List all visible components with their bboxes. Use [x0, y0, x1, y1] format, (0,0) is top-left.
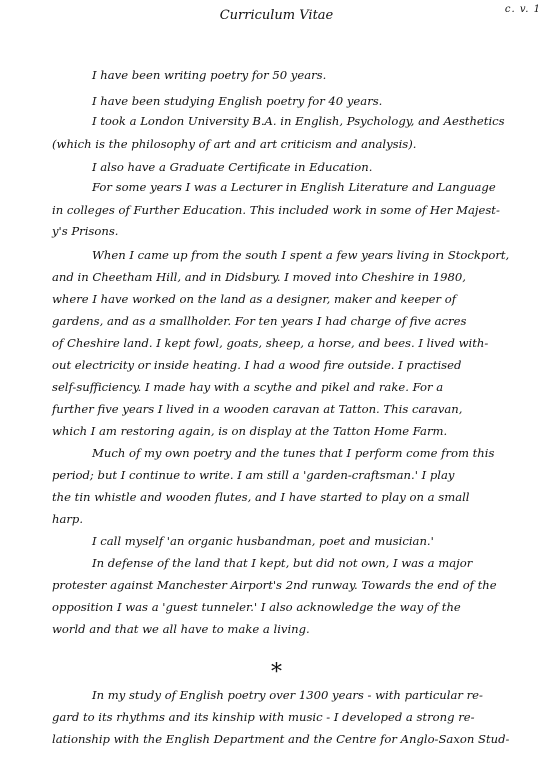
- body-line: When I came up from the south I spent a few years living in Stockport,: [92, 248, 510, 262]
- body-line: opposition I was a 'guest tunneler.' I also acknowledge the way of the: [52, 600, 461, 614]
- page-reference: c. v. 1: [504, 4, 541, 15]
- body-line: In my study of English poetry over 1300 years - with particular re-: [92, 688, 483, 702]
- section-separator: *: [271, 660, 282, 685]
- body-line: In defense of the land that I kept, but did not own, I was a major: [92, 556, 473, 570]
- page-title: Curriculum Vitae: [219, 8, 334, 23]
- body-line: protester against Manchester Airport's 2nd runway. Towards the end of the: [52, 578, 497, 592]
- body-line: the tin whistle and wooden flutes, and I have started to play on a small: [52, 490, 470, 504]
- body-line: I also have a Graduate Certificate in Education.: [92, 160, 373, 174]
- body-line: gardens, and as a smallholder. For ten years I had charge of five acres: [52, 314, 467, 328]
- body-line: gard to its rhythms and its kinship with music - I developed a strong re-: [52, 710, 475, 724]
- body-line: y's Prisons.: [52, 224, 119, 238]
- body-line: harp.: [52, 512, 84, 526]
- body-line: world and that we all have to make a living.: [52, 622, 310, 636]
- body-line: I took a London University B.A. in English, Psychology, and Aesthetics: [92, 114, 505, 128]
- body-line: I have been writing poetry for 50 years.: [92, 68, 327, 82]
- body-line: period; but I continue to write. I am still a 'garden-craftsman.' I play: [52, 468, 455, 482]
- body-line: and in Cheetham Hill, and in Didsbury. I moved into Cheshire in 1980,: [52, 270, 466, 284]
- body-line: out electricity or inside heating. I had a wood fire outside. I practised: [52, 358, 462, 372]
- body-line: I have been studying English poetry for 40 years.: [92, 94, 383, 108]
- body-line: self-sufficiency. I made hay with a scythe and pikel and rake. For a: [52, 380, 444, 394]
- body-line: Much of my own poetry and the tunes that I perform come from this: [92, 446, 495, 460]
- body-line: lationship with the English Department and the Centre for Anglo-Saxon Stud-: [52, 732, 510, 746]
- body-line: For some years I was a Lecturer in English Literature and Language: [92, 180, 496, 194]
- body-line: which I am restoring again, is on display at the Tatton Home Farm.: [52, 424, 448, 438]
- body-line: I call myself 'an organic husbandman, poet and musician.': [92, 534, 434, 548]
- body-line: of Cheshire land. I kept fowl, goats, sheep, a horse, and bees. I lived with-: [52, 336, 489, 350]
- body-line: (which is the philosophy of art and art criticism and analysis).: [52, 137, 417, 151]
- body-line: further five years I lived in a wooden caravan at Tatton. This caravan,: [52, 402, 463, 416]
- body-line: in colleges of Further Education. This included work in some of Her Majest-: [52, 203, 500, 217]
- body-line: where I have worked on the land as a designer, maker and keeper of: [52, 292, 457, 306]
